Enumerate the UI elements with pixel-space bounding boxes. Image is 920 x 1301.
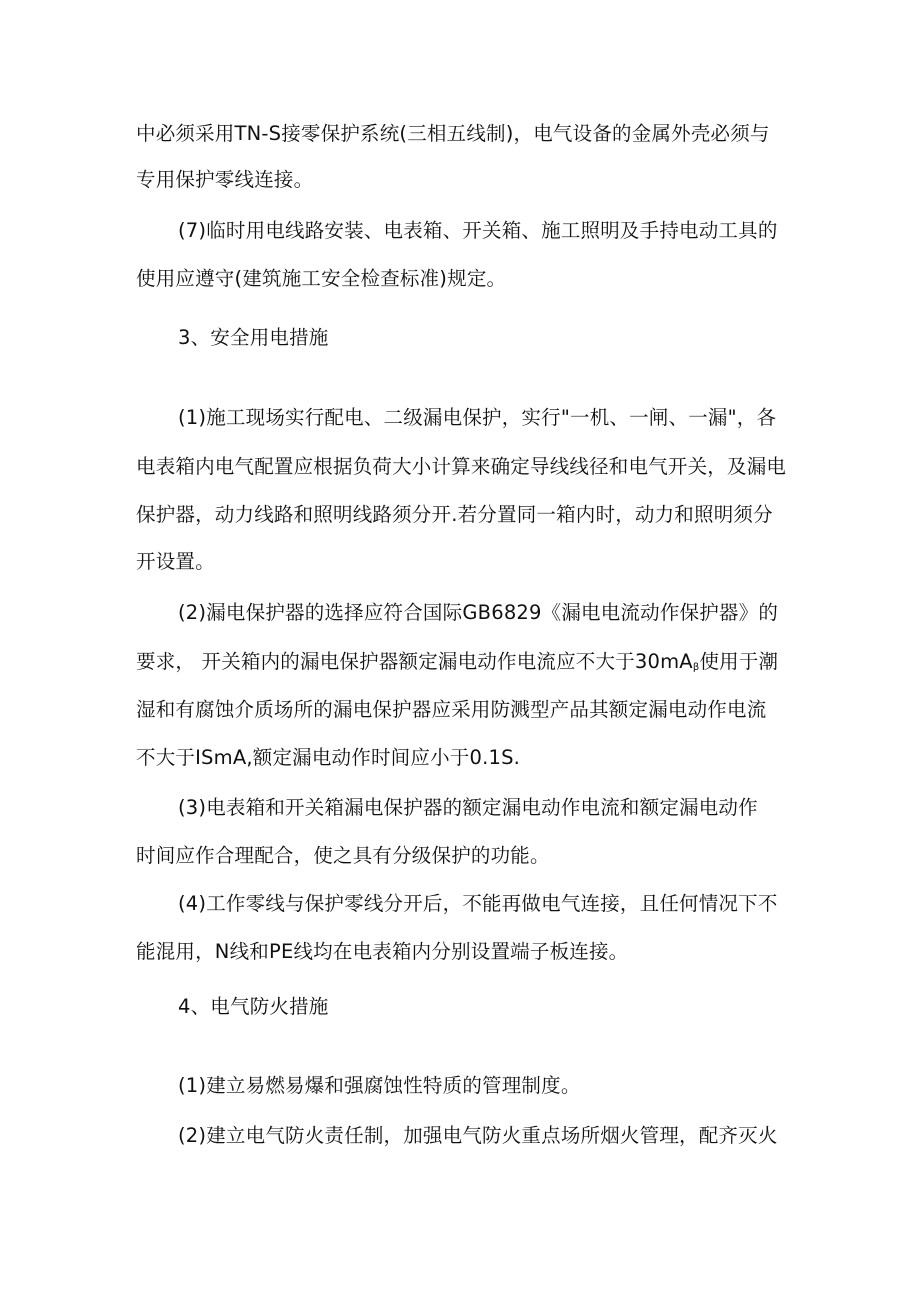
text-line-20: (2)建立电气防火责任制，加强电气防火重点场所烟火管理，配齐灭火 [178, 1124, 778, 1147]
text-line-10: (2)漏电保护器的选择应符合国际GB6829《漏电电流动作保护器》的 [178, 601, 779, 624]
subscript-beta: β [692, 662, 700, 673]
text-line-7: 电表箱内电气配置应根据负荷大小计算来确定导线线径和电气开关，及漏电 [136, 455, 787, 478]
text-line-1: 中必须采用TN-S接零保护系统(三相五线制)，电气设备的金属外壳必须与 [136, 122, 770, 145]
text-line-14: (3)电表箱和开关箱漏电保护器的额定漏电动作电流和额定漏电动作 [178, 796, 758, 819]
text-line-13: 不大于ISmA,额定漏电动作时间应小于0.1S. [136, 746, 521, 769]
text-line-8: 保护器，动力线路和照明线路须分开.若分置同一箱内时，动力和照明须分 [136, 503, 773, 526]
section-heading-4: 4、电气防火措施 [178, 995, 329, 1018]
text-line-12: 湿和有腐蚀介质场所的漏电保护器应采用防溅型产品其额定漏电动作电流 [136, 698, 767, 721]
text-line-16: (4)工作零线与保护零线分开后，不能再做电气连接，且任何情况下不 [178, 892, 778, 915]
text-line-9: 开设置。 [136, 550, 215, 573]
text-line-2: 专用保护零线连接。 [136, 168, 314, 191]
text-line-3: (7)临时用电线路安装、电表箱、开关箱、施工照明及手持电动工具的 [178, 219, 778, 242]
text-line-19: (1)建立易燃易爆和强腐蚀性特质的管理制度。 [178, 1074, 581, 1097]
section-heading-3: 3、安全用电措施 [178, 326, 329, 349]
text-line-4: 使用应遵守(建筑施工安全检查标准)规定。 [136, 267, 507, 290]
text-line-15: 时间应作合理配合，使之具有分级保护的功能。 [136, 844, 550, 867]
text-line-11-tail: 使用于潮 [699, 650, 779, 673]
text-line-11 [136, 649, 778, 681]
text-line-17: 能混用，N线和PE线均在电表箱内分别设置端子板连接。 [136, 940, 629, 963]
text-line-6: (1)施工现场实行配电、二级漏电保护，实行"一机、一闸、一漏"，各 [178, 406, 777, 429]
text-line-11-main: 要求， 开关箱内的漏电保护器额定漏电动作电流应不大于30mA [136, 650, 693, 673]
